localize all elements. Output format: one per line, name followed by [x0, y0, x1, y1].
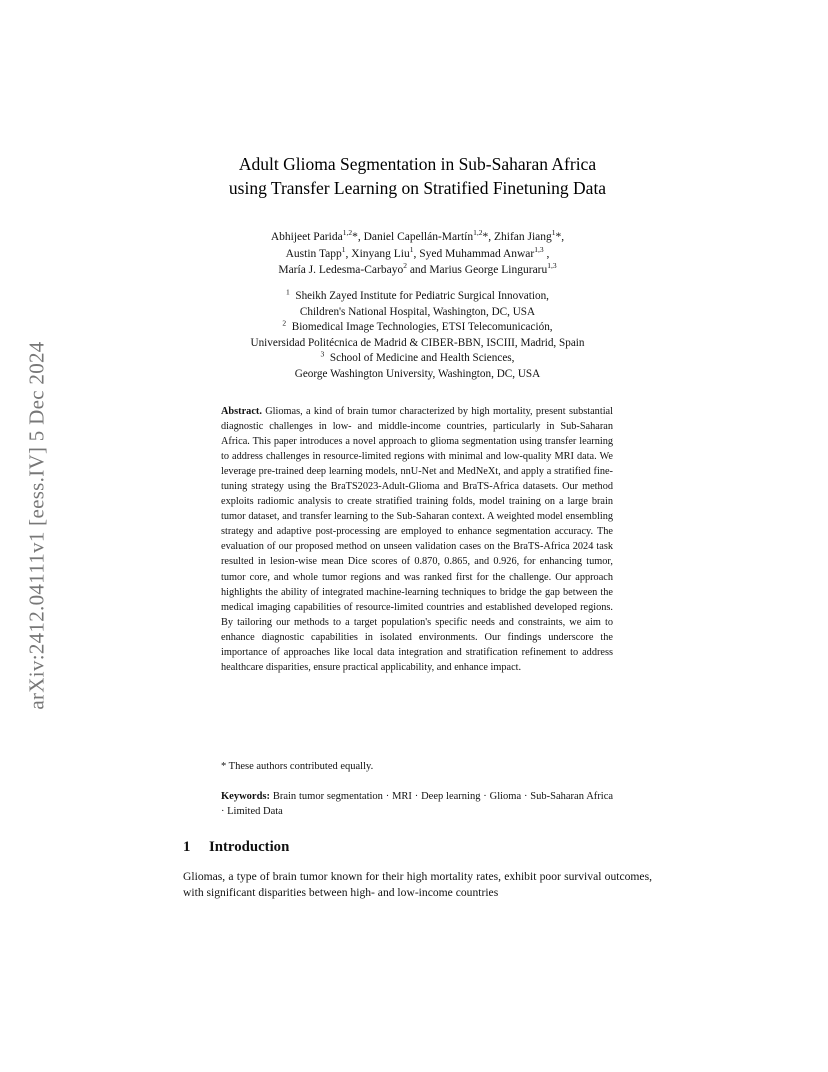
- author-name: Marius George Linguraru: [429, 264, 548, 276]
- keywords: [221, 789, 613, 819]
- equal-contribution-note: * These authors contributed equally.: [221, 761, 374, 772]
- affiliation-line: Sheikh Zayed Institute for Pediatric Surgical Innovation,: [295, 290, 549, 302]
- affiliation-number: 2: [282, 318, 287, 328]
- author-affiliation-mark: 1: [551, 228, 556, 238]
- author-name: María J. Ledesma-Carbayo: [278, 264, 404, 276]
- author-name: Austin Tapp: [285, 247, 342, 260]
- affiliation-line: Universidad Politécnica de Madrid & CIBER-BBN, ISCIII, Madrid, Spain: [250, 336, 585, 349]
- section-number: 1: [183, 839, 191, 855]
- author-line-1: Abhijeet Parida$^{1,2}$*, Daniel Capellán-Martín$^{1,2}$*, Zhifan Jiang$^1$*,: [270, 228, 565, 243]
- author-line-2: Austin Tapp$^1$, Xinyang Liu$^1$, Syed Muhammad Anwar$^{1,3}$ ,: [285, 244, 550, 260]
- author-name: Daniel Capellán-Martín: [363, 231, 474, 243]
- author-name: Zhifan Jiang: [493, 231, 552, 243]
- affiliation-list: [183, 289, 652, 383]
- affiliation-2: [183, 320, 652, 351]
- author-affiliation-mark: 1,3: [547, 261, 557, 271]
- affiliation-line: School of Medicine and Health Sciences,: [329, 352, 515, 365]
- author-name: Syed Muhammad Anwar: [419, 247, 535, 260]
- author-name: Abhijeet Parida: [270, 231, 343, 243]
- author-affiliation-mark: 2: [403, 261, 407, 271]
- author-affiliation-mark: 1: [409, 244, 414, 254]
- affiliation-number: 1: [286, 287, 290, 297]
- section-title: Introduction: [209, 839, 290, 855]
- keywords-text: Brain tumor segmentation · MRI · Deep learning · Glioma · Sub-Saharan Africa · Limited Data: [221, 791, 614, 817]
- affiliation-number: 3: [320, 349, 325, 359]
- title-line-1: Adult Glioma Segmentation in Sub-Saharan Africa: [238, 154, 597, 174]
- arxiv-identifier: arXiv:2412.04111v1 [eess.IV] 5 Dec 2024: [24, 340, 49, 710]
- section-heading-introduction: [183, 839, 289, 856]
- introduction-paragraph: Gliomas, a type of brain tumor known for their high mortality rates, exhibit poor survival outcomes, with significant disparities between high- and low-income countries: [183, 870, 652, 899]
- author-affiliation-mark: 1,2: [473, 228, 483, 238]
- author-name: Xinyang Liu: [351, 247, 410, 260]
- author-affiliation-mark: 1,3: [534, 244, 544, 254]
- affiliation-line: Biomedical Image Technologies, ETSI Telecomunicación,: [291, 321, 553, 334]
- author-list: [183, 229, 652, 279]
- abstract: [221, 404, 613, 675]
- affiliation-line: George Washington University, Washington, DC, USA: [294, 367, 541, 380]
- author-affiliation-mark: 1,2: [342, 228, 353, 238]
- abstract-text: Gliomas, a kind of brain tumor characterized by high mortality, present substantial diagnostic challenges in low- and middle-income countries, particularly in Sub-Saharan Africa. This paper introduces a novel approach to glioma segmentation using transfer learning to address challenges in resource-limited regions with minimal and low-quality MRI data. We leverage pre-trained deep learning models, nnU-Net and MedNeXt, and apply a stratified fine-tuning strategy using the BraTS2023-Adult-Glioma and BraTS-Africa datasets. Our method exploits radiomic analysis to create stratified training folds, model training on a large brain tumor dataset, and transfer learning to the Sub-Saharan context. A weighted model ensembling strategy and adaptive post-processing are employed to enhance segmentation accuracy. The evaluation of our proposed method on unseen validation cases on the BraTS-Africa 2024 task resulted in lesion-wise mean Dice scores of 0.870, 0.865, and 0.926, for enhancing tumor, tumor core, and whole tumor regions and was ranked first for the challenge. Our approach highlights the ability of integrated machine-learning techniques to bridge the gap between the medical imaging capabilities of resource-limited countries and established developed regions. By tailoring our methods to a target population's specific needs and constraints, we aim to enhance diagnostic capabilities in isolated environments. Our findings underscore the importance of approaches like local data integration and stratification refinement to address healthcare disparities, ensure practical applicability, and enhance impact.: [221, 406, 613, 673]
- affiliation-3: [183, 351, 652, 382]
- affiliation-1: [183, 289, 652, 320]
- abstract-label: Abstract.: [221, 406, 262, 417]
- author-affiliation-mark: 1: [341, 244, 346, 254]
- affiliation-line: Children's National Hospital, Washington, DC, USA: [299, 305, 536, 318]
- arxiv-sidebar: [22, 290, 52, 760]
- paper-title: [183, 152, 652, 200]
- title-line-2: using Transfer Learning on Stratified Finetuning Data: [228, 178, 607, 198]
- keywords-label: Keywords:: [221, 791, 270, 802]
- author-line-3: María J. Ledesma-Carbayo$^2$ and Marius George Linguraru$^{1,3}$: [278, 261, 557, 276]
